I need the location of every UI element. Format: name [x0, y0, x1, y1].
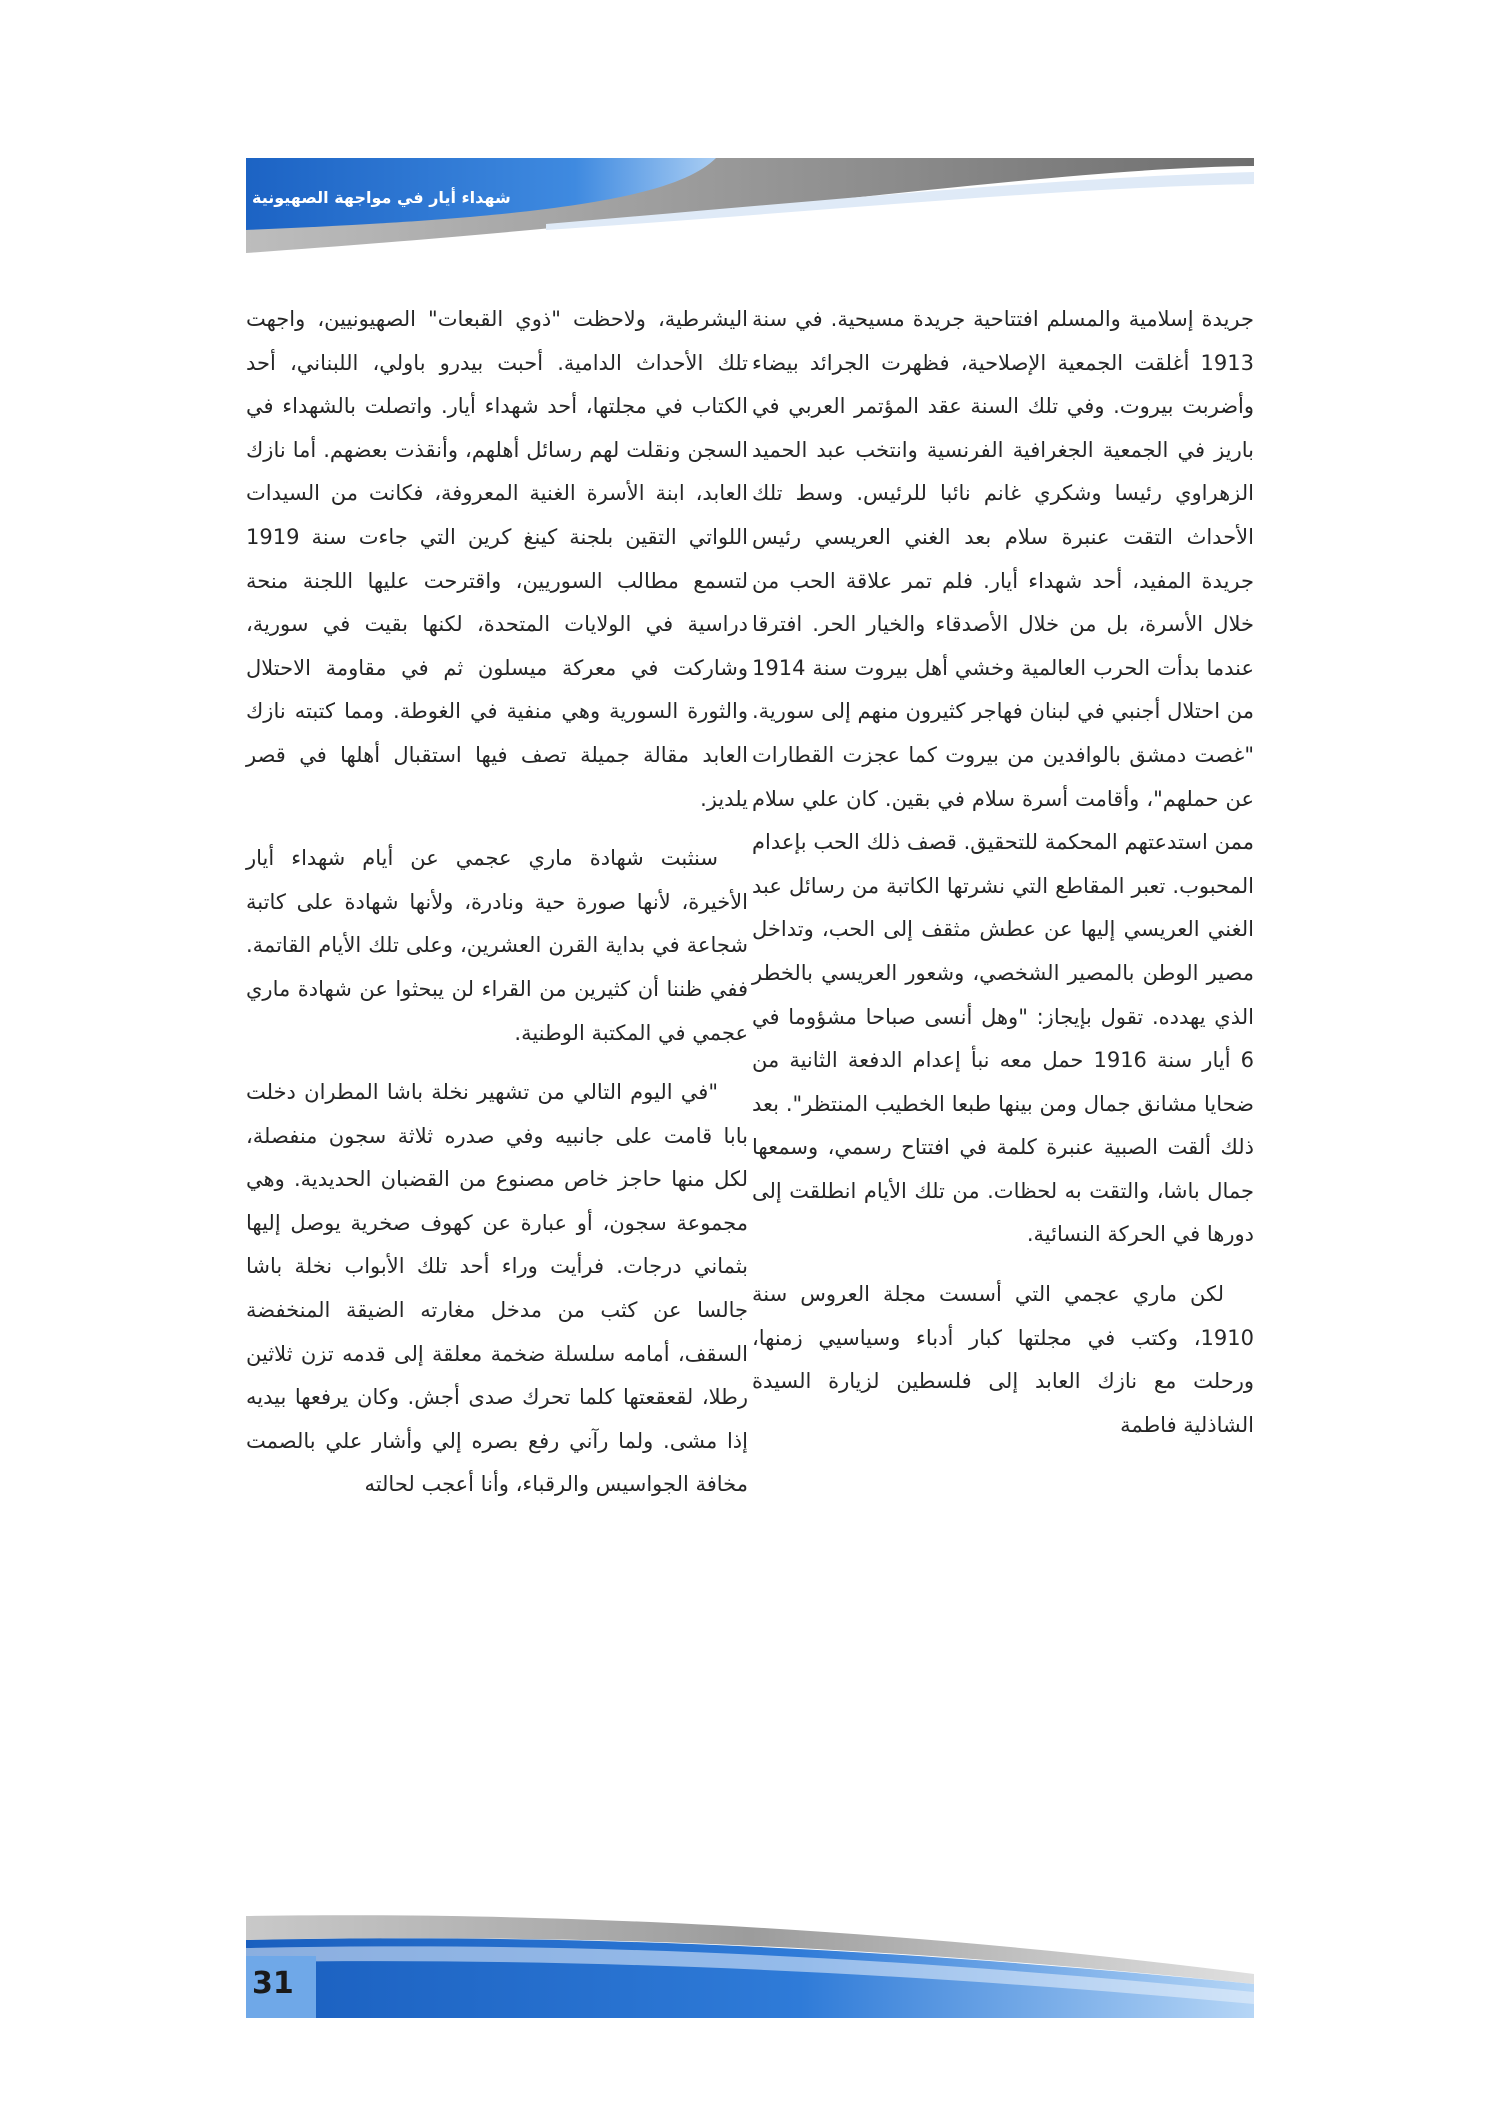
page-footer-band	[246, 1912, 1254, 2018]
left-column	[246, 298, 748, 1507]
right-column-paragraph-2: لكن ماري عجمي التي أسست مجلة العروس سنة 1910، وكتب في مجلتها كبار أدباء وسياسيي زمنها، ورحلت مع نازك العابد إلى فلسطين لزيارة السيدة الشاذلية فاطمة	[752, 1282, 1254, 1437]
page-number: 31	[252, 1966, 294, 2001]
left-column-paragraph-3: "في اليوم التالي من تشهير نخلة باشا المطران دخلت بابا قامت على جانبيه وفي صدره ثلاثة سجون منفصلة، لكل منها حاجز خاص مصنوع من القضبان الحديدية. وهي مجموعة سجون، أو عبارة عن كهوف صخرية يوصل إليها بثماني درجات. فرأيت وراء أحد تلك الأبواب نخلة باشا جالسا عن كثب من مدخل مغارته الضيقة المنخفضة السقف، أمامه سلسلة ضخمة معلقة إلى قدمه تزن ثلاثين رطلا، لقعقعتها كلما تحرك صدى أجش. وكان يرفعها بيديه إذا مشى. ولما رآني رفع بصره إلي وأشار علي بالصمت مخافة الجواسيس والرقباء، وأنا أعجب لحالته	[246, 1080, 748, 1497]
right-column	[752, 298, 1254, 1447]
left-column-paragraph-1: اليشرطية، ولاحظت "ذوي القبعات" الصهيونيين، واجهت تلك الأحداث الدامية. أحبت بيدرو باولي، اللبناني، أحد الكتاب في مجلتها، أحد شهداء أيار. واتصلت بالشهداء في السجن ونقلت لهم رسائل أهلهم، وأنقذت بعضهم. أما نازك العابد، ابنة الأسرة الغنية المعروفة، فكانت من السيدات اللواتي التقين بلجنة كينغ كرين التي جاءت سنة 1919 لتسمع مطالب السوريين، واقترحت عليها اللجنة منحة دراسية في الولايات المتحدة، لكنها بقيت في سورية، وشاركت في معركة ميسلون ثم في مقاومة الاحتلال والثورة السورية وهي منفية في الغوطة. ومما كتبته نازك العابد مقالة جميلة تصف فيها استقبال أهلها في قصر يلديز.	[246, 307, 748, 811]
running-header-title: شهداء أيار في مواجهة الصهيونية	[252, 188, 511, 207]
page-header-band	[246, 158, 1254, 263]
right-column-paragraph-1: جريدة إسلامية والمسلم افتتاحية جريدة مسيحية. في سنة 1913 أغلقت الجمعية الإصلاحية، فظهرت الجرائد بيضاء وأضربت بيروت. وفي تلك السنة عقد المؤتمر العربي في باريز في الجمعية الجغرافية الفرنسية وانتخب عبد الحميد الزهراوي رئيسا وشكري غانم نائبا للرئيس. وسط تلك الأحداث التقت عنبرة سلام بعد الغني العريسي رئيس جريدة المفيد، أحد شهداء أيار. فلم تمر علاقة الحب من خلال الأسرة، بل من خلال الأصدقاء والخيار الحر. افترقا عندما بدأت الحرب العالمية وخشي أهل بيروت سنة 1914 من احتلال أجنبي في لبنان فهاجر كثيرون منهم إلى سورية. "غصت دمشق بالوافدين من بيروت كما عجزت القطارات عن حملهم"، وأقامت أسرة سلام في بقين. كان علي سلام ممن استدعتهم المحكمة للتحقيق. قصف ذلك الحب بإعدام المحبوب. تعبر المقاطع التي نشرتها الكاتبة من رسائل عبد الغني العريسي إليها عن عطش مثقف إلى الحب، وتداخل مصير الوطن بالمصير الشخصي، وشعور العريسي بالخطر الذي يهدده. تقول بإيجاز: "وهل أنسى صباحا مشؤوما في 6 أيار سنة 1916 حمل معه نبأ إعدام الدفعة الثانية من ضحايا مشانق جمال ومن بينها طبعا الخطيب المنتظر". بعد ذلك ألقت الصبية عنبرة كلمة في افتتاح رسمي، وسمعها جمال باشا، والتقت به لحظات. من تلك الأيام انطلقت إلى دورها في الحركة النسائية.	[752, 307, 1254, 1247]
header-swoosh	[246, 158, 1254, 263]
footer-swoosh	[246, 1912, 1254, 2018]
left-column-paragraph-2: سنثبت شهادة ماري عجمي عن أيام شهداء أيار الأخيرة، لأنها صورة حية ونادرة، ولأنها شهادة على كاتبة شجاعة في بداية القرن العشرين، وعلى تلك الأيام القاتمة. ففي ظننا أن كثيرين من القراء لن يبحثوا عن شهادة ماري عجمي في المكتبة الوطنية.	[246, 846, 748, 1045]
